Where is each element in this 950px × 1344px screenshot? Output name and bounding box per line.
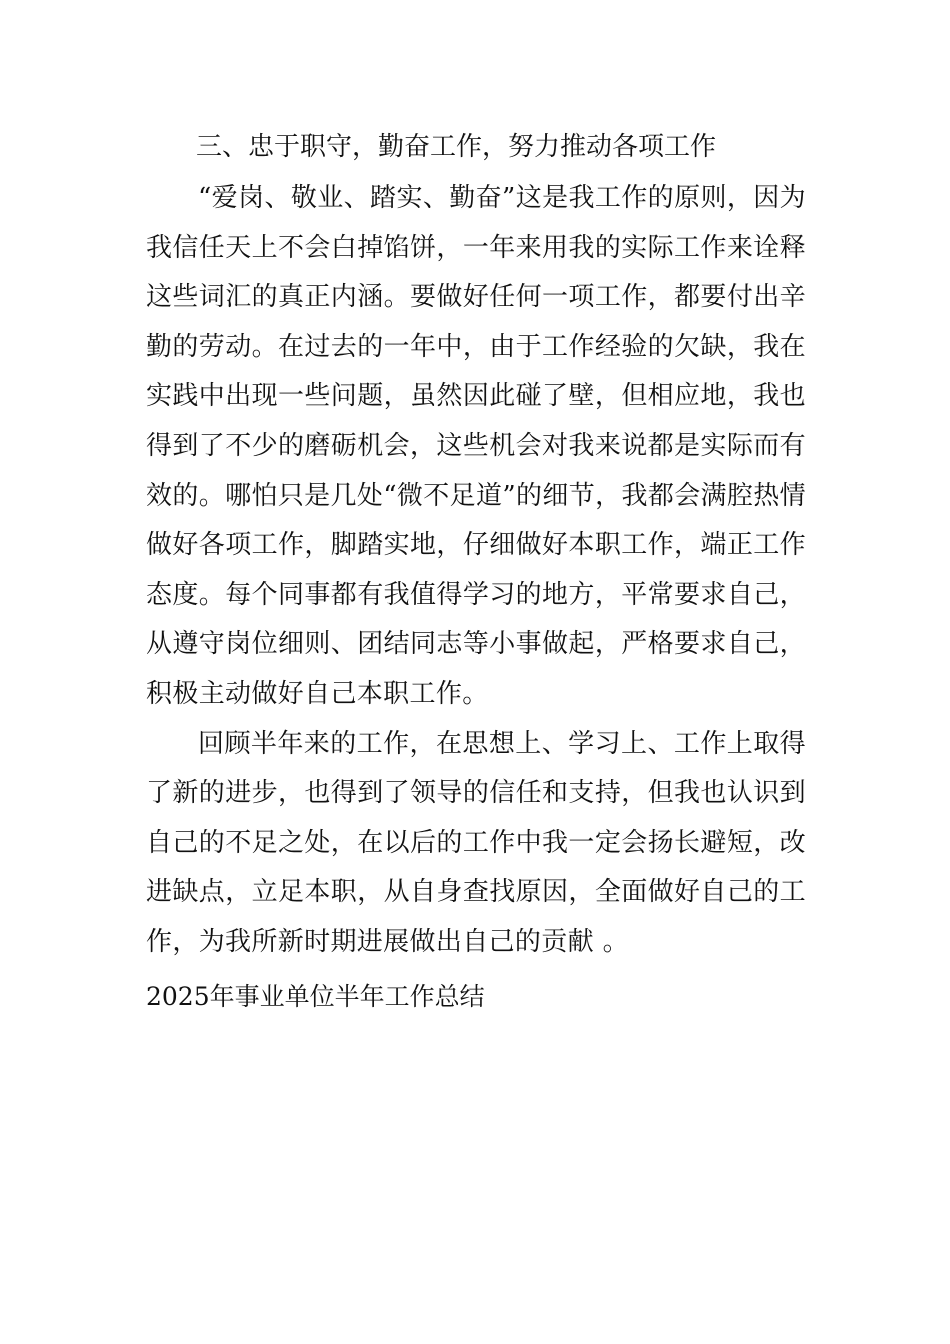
section-heading: 三、忠于职守，勤奋工作，努力推动各项工作 <box>196 132 717 162</box>
body-paragraph-1: “爱岗、敬业、踏实、勤奋”这是我工作的原则，因为我信任天上不会白掉馅饼，一年来用我的实际工作来诠释这些词汇的真正内涵。要做好任何一项工作，都要付出辛勤的劳动。在过去的一年中，由于工作经验的欠缺，我在实践中出现一些问题，虽然因此碰了壁，但相应地，我也得到了不少的磨砺机会，这些机会对我来说都是实际而有效的。哪怕只是几处“微不足道”的细节，我都会满腔热情做好各项工作，脚踏实地，仔细做好本职工作，端正工作态度。每个同事都有我值得学习的地方，平常要求自己，从遵守岗位细则、团结同志等小事做起，严格要求自己，积极主动做好自己本职工作。 <box>146 183 806 709</box>
document-body <box>146 128 806 968</box>
body-paragraph-2: 回顾半年来的工作，在思想上、学习上、工作上取得了新的进步，也得到了领导的信任和支持，但我也认识到自己的不足之处，在以后的工作中我一定会扬长避短，改进缺点，立足本职，从自身查找原因，全面做好自己的工作，为我所新时期进展做出自己的贡献 。 <box>146 728 806 957</box>
document-title-footer: 2025年事业单位半年工作总结 <box>146 982 485 1011</box>
